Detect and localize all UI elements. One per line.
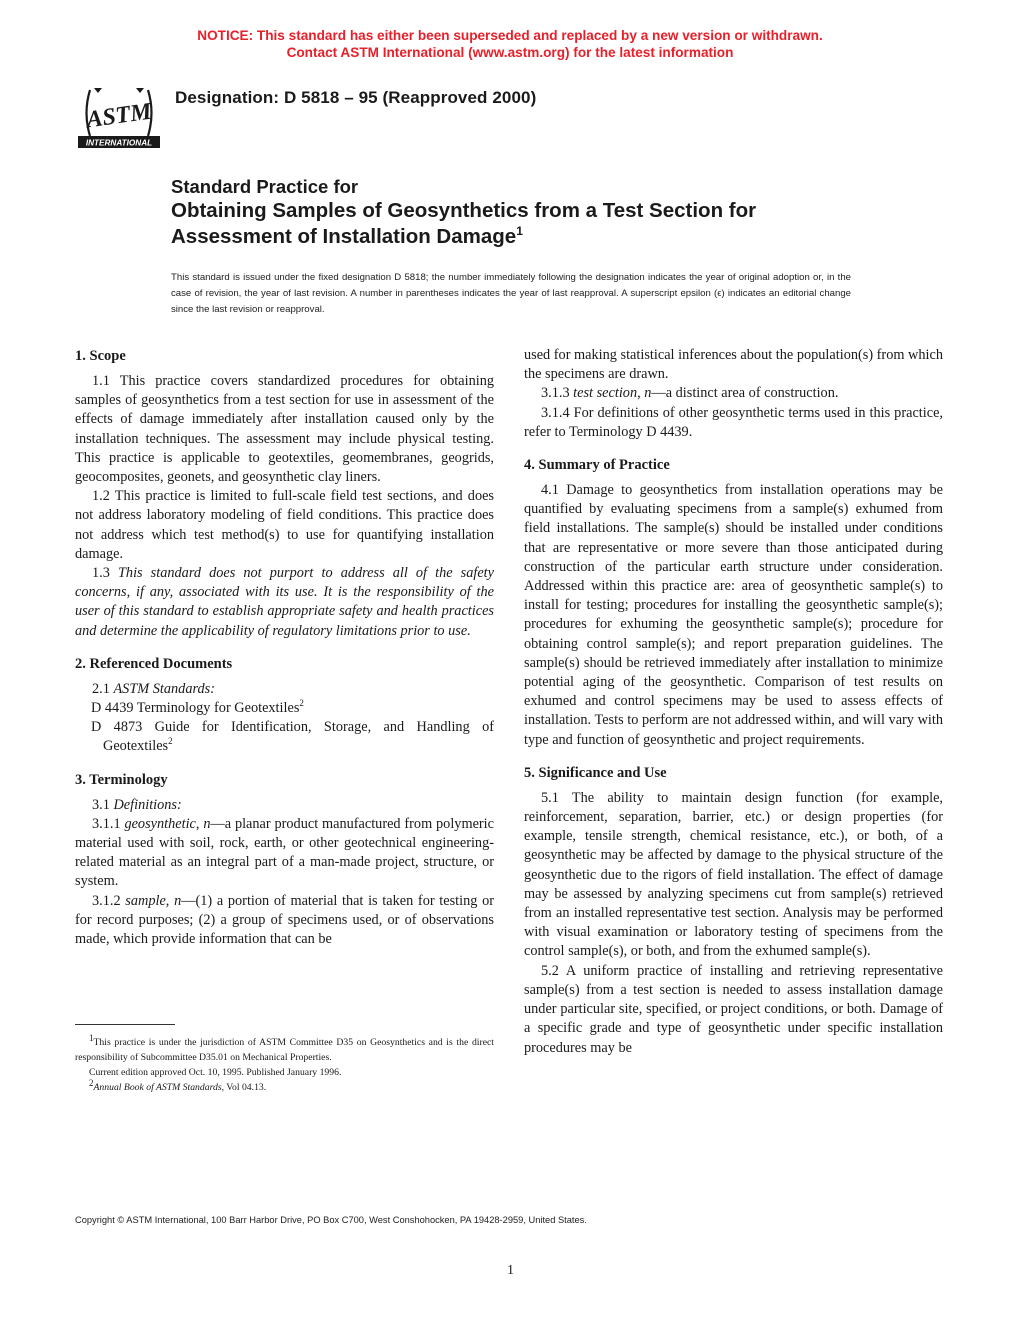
- definition-sample-part2: used for making statistical inferences about the population(s) from which the specimens are drawn.: [524, 347, 943, 383]
- logo-letters: ASTM: [84, 98, 154, 134]
- footnote-1: [75, 1032, 494, 1065]
- copyright: Copyright © ASTM International, 100 Barr Harbor Drive, PO Box C700, West Conshohocken, PA 19428-2959, United States.: [75, 1215, 587, 1225]
- document-title: [171, 175, 891, 250]
- footnote-1-edition: Current edition approved Oct. 10, 1995. Published January 1996.: [89, 1067, 342, 1078]
- para-3-1-3-number: 3.1.3: [541, 385, 570, 402]
- title-line-2: Obtaining Samples of Geosynthetics from a Test Section for: [171, 199, 757, 222]
- left-column: [75, 346, 494, 949]
- definition-geosynthetic: —a planar product manufactured from polymeric material used with soil, rock, earth, or other geotechnical engineering-related material as an integral part of a man-made project, structure, or system.: [75, 815, 494, 890]
- footnote-2: [75, 1077, 494, 1095]
- definition-test-section: —a distinct area of construction.: [651, 385, 839, 402]
- superseded-notice: [0, 27, 1020, 61]
- para-3-1-1: 3.1.1 geosynthetic, n—a planar product manufactured from polymeric material used with soil, rock, earth, or other geotechnical engineering-related material as an integral part of a man-made project, structure, or system.: [75, 815, 494, 890]
- para-4-1: 4.1 Damage to geosynthetics from installation operations may be quantified by evaluating specimens from a sample(s) exhumed from field installations. The sample(s) should be installed under conditions that are representative or more severe than those anticipated during construction of the particular earth structure under consideration. Addressed within this practice are: area of geosynthetic sample(s) to install for testing; procedures for installing the geosynthetic sample(s); procedures for exhuming the geosynthetic sample(s); procedure for obtaining control sample(s); and report preparation guidelines. The sample(s) should be retrieved immediately after installation to minimize potential aging of the geosynthetic. Comparison of test results on exhumed and control specimens may be used to assess effects of installation. Tests to perform are not addressed within, and will vary with type and function of geosynthetic and project requirements.: [524, 482, 943, 748]
- reference-d4439: [75, 699, 494, 718]
- notice-line-1: NOTICE: This standard has either been superseded and replaced by a new version or withdrawn.: [197, 28, 823, 43]
- title-line-3-text: Assessment of Installation Damage: [171, 225, 517, 248]
- logo-sub: INTERNATIONAL: [85, 138, 153, 148]
- para-1-1: 1.1 This practice covers standardized procedures for obtaining samples of geosynthetics from a test section for use in assessment of the effects of damage immediately after installation caused only by the installation techniques. The assessment may include physical testing. This practice is applicable to geotextiles, geomembranes, geogrids, geocomposites, geonets, and geosynthetic clay liners.: [75, 373, 494, 486]
- title-line-3: [171, 224, 891, 250]
- reference-d4873-footnote-mark: 2: [168, 736, 173, 747]
- section-heading-summary: 4. Summary of Practice: [524, 457, 670, 474]
- para-2-1-text: ASTM Standards:: [113, 680, 215, 697]
- section-heading-terminology: 3. Terminology: [75, 771, 168, 788]
- para-3-1-2-number: 3.1.2: [92, 892, 121, 909]
- title-line-1: Standard Practice for: [171, 176, 359, 197]
- footnote-2-title: Annual Book of ASTM Standards: [93, 1082, 222, 1093]
- page-number: 1: [507, 1263, 514, 1278]
- term-sample-pos: n: [174, 892, 182, 909]
- footnote-2-volume: , Vol 04.13.: [221, 1082, 267, 1093]
- para-2-1: [75, 680, 494, 699]
- para-3-1-4: 3.1.4 For definitions of other geosynthetic terms used in this practice, refer to Terminology D 4439.: [524, 404, 943, 440]
- term-geosynthetic-pos: n: [203, 815, 211, 832]
- para-3-1: [75, 796, 494, 815]
- astm-logo: [76, 76, 162, 150]
- para-3-1-2: 3.1.2 sample, n—(1) a portion of material that is taken for testing or for record purposes; (2) a group of specimens used, or of observations made, which provide information that can be: [75, 892, 494, 948]
- para-1-3: [75, 564, 494, 641]
- footnote-2-mark: 2: [89, 1077, 94, 1088]
- footnotes: [75, 1032, 494, 1095]
- section-heading-scope: 1. Scope: [75, 348, 126, 364]
- notice-line-2: Contact ASTM International (www.astm.org) for the latest information: [286, 45, 734, 60]
- footnote-1-text: This practice is under the jurisdiction of ASTM Committee D35 on Geosynthetics and is the direct responsibility of Subcommittee D35.01 on Mechanical Properties.: [75, 1037, 494, 1063]
- term-geosynthetic: geosynthetic: [124, 815, 196, 832]
- designation: Designation: D 5818 – 95 (Reapproved 2000): [175, 88, 537, 107]
- reference-d4439-footnote-mark: 2: [299, 698, 304, 709]
- issue-note: This standard is issued under the fixed designation D 5818; the number immediately following the designation indicates the year of original adoption or, in the case of revision, the year of last revision. A number in parentheses indicates the year of last reapproval. A superscript epsilon (ϵ) indicates an editorial change since the last revision or reapproval.: [171, 272, 851, 315]
- reference-d4439-text: D 4439 Terminology for Geotextiles: [91, 700, 300, 717]
- definition-sample-part1: —(1) a portion of material that is taken for testing or for record purposes; (2) a group of specimens used, or of observations made, which provide information that can be: [75, 892, 494, 948]
- term-sample: sample: [125, 892, 166, 909]
- para-1-2: 1.2 This practice is limited to full-scale field test sections, and does not address laboratory modeling of field conditions. This practice does not address which test method(s) to use for quantifying installation damage.: [75, 488, 494, 562]
- right-column: [524, 346, 943, 1058]
- footnote-1-mark: 1: [89, 1032, 94, 1043]
- para-5-2: 5.2 A uniform practice of installing and retrieving representative sample(s) from a test section is needed to assess installation damage under particular site, specified, or project conditions, or both. Damage of a specific grade and type of geosynthetic under specific installation procedures may be: [524, 962, 943, 1056]
- para-3-1-text: Definitions:: [113, 796, 182, 813]
- reference-d4873: [75, 718, 494, 756]
- para-5-1: 5.1 The ability to maintain design function (for example, reinforcement, separation, barrier, etc.) or design properties (for example, tensile strength, chemical resistance, etc.), or both, of a geosynthetic may be affected by damage to the physical structure of the geosynthetic due to the rigors of field installation. The effect of damage may be assessed by analyzing specimens cut from sample(s) retrieved from an installed representative test section. Analysis may be performed with visual examination or laboratory testing of specimens from the control sample(s), or both, and from the exhumed sample(s).: [524, 789, 943, 960]
- footnote-rule: [75, 1024, 175, 1025]
- para-3-1-1-number: 3.1.1: [92, 815, 121, 832]
- para-2-1-number: 2.1: [92, 680, 110, 697]
- para-1-3-text: This standard does not purport to address all of the safety concerns, if any, associated with its use. It is the responsibility of the user of this standard to establish appropriate safety and health practices and determine the applicability of regulatory limitations prior to use.: [75, 565, 494, 639]
- term-test-section-pos: n: [644, 385, 652, 402]
- para-1-3-number: 1.3: [92, 565, 110, 582]
- section-heading-referenced-documents: 2. Referenced Documents: [75, 655, 233, 672]
- para-3-1-number: 3.1: [92, 796, 110, 813]
- para-3-1-3: 3.1.3 test section, n—a distinct area of construction.: [541, 385, 839, 402]
- title-footnote-mark: 1: [516, 224, 523, 238]
- reference-d4873-text: D 4873 Guide for Identification, Storage, and Handling of Geotextiles: [91, 719, 494, 755]
- term-test-section: test section: [573, 385, 638, 402]
- section-heading-significance: 5. Significance and Use: [524, 764, 667, 781]
